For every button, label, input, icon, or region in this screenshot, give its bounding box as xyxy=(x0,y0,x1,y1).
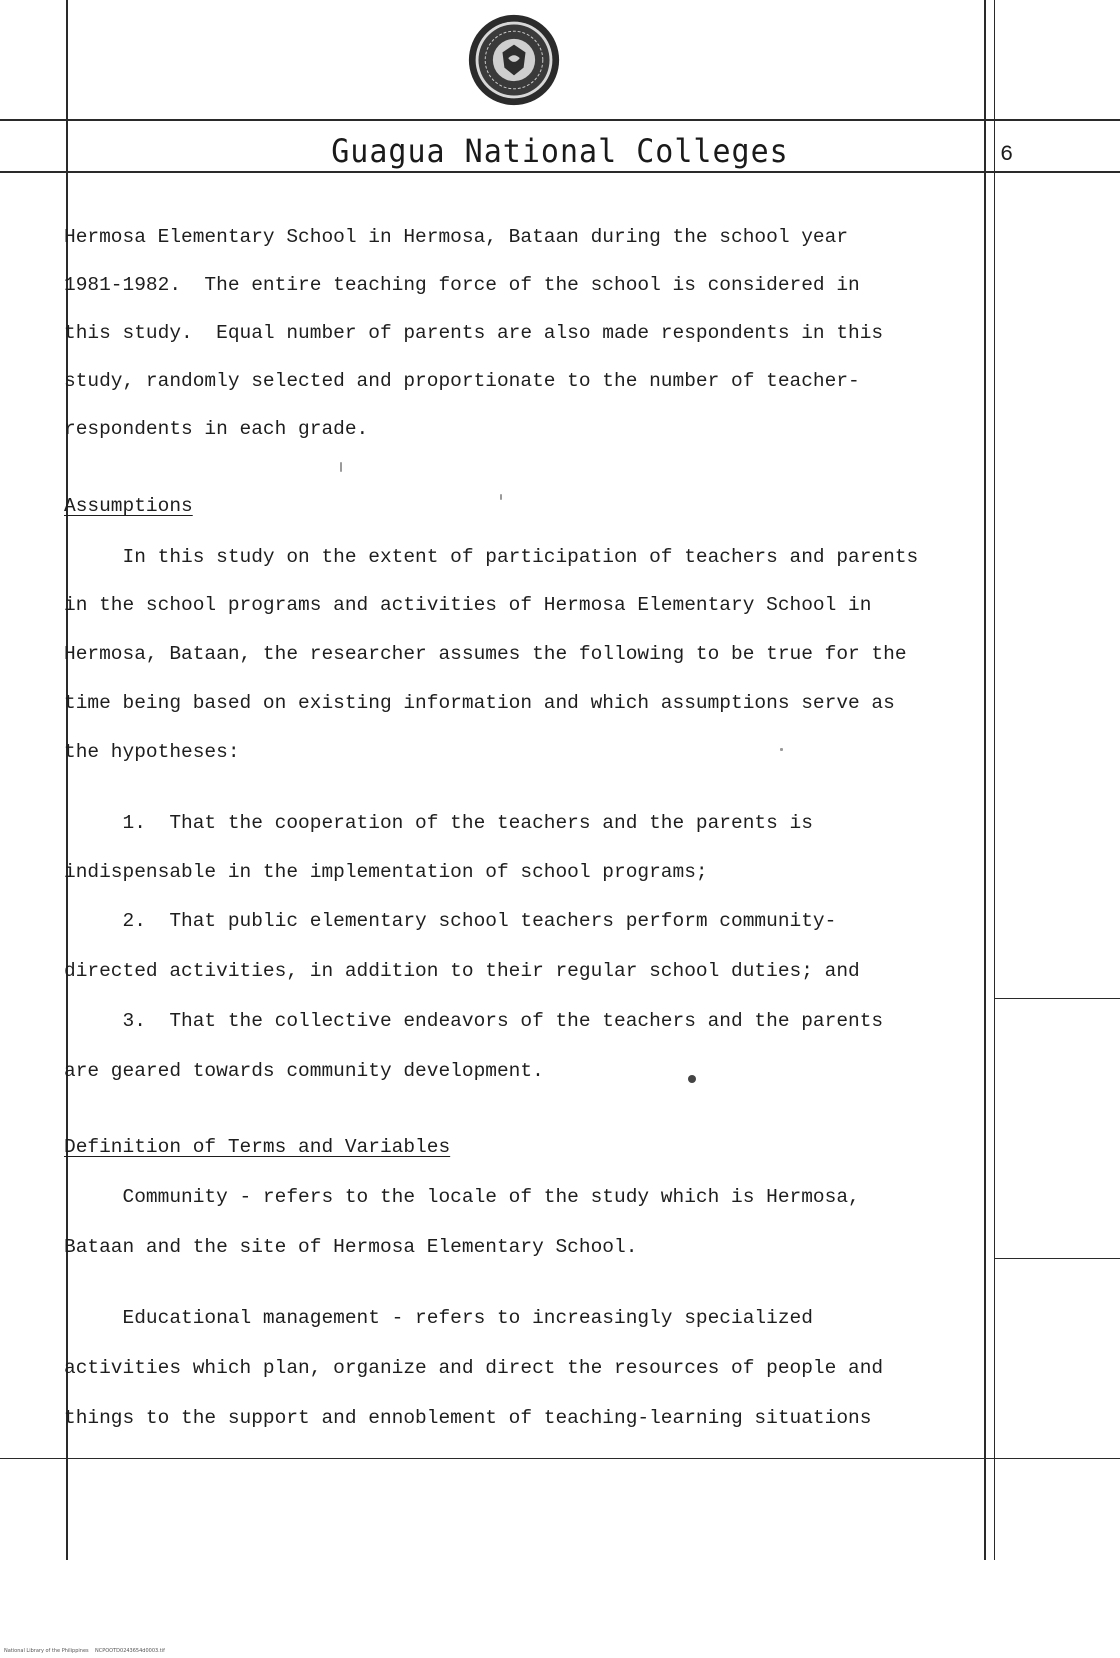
text-line: the hypotheses: xyxy=(64,741,240,763)
text-line: 1981-1982. The entire teaching force of the school is considered in xyxy=(64,274,860,296)
list-item: 3. That the collective endeavors of the teachers and the parents xyxy=(64,1010,884,1032)
text-line: Hermosa, Bataan, the researcher assumes the following to be true for the xyxy=(64,643,907,665)
text-line: time being based on existing information and which assumptions serve as xyxy=(64,692,895,714)
header-bottom-rule xyxy=(0,171,1120,173)
list-item: indispensable in the implementation of school programs; xyxy=(64,861,708,883)
text-line: in the school programs and activities of Hermosa Elementary School in xyxy=(64,594,872,616)
college-seal-icon xyxy=(466,12,562,108)
list-item: directed activities, in addition to their regular school duties; and xyxy=(64,960,860,982)
text-line: things to the support and ennoblement of teaching-learning situations xyxy=(64,1407,872,1429)
margin-tick-rule xyxy=(994,998,1120,999)
scan-footer: National Library of the Philippines NCPOOTD0243654d0003.tif xyxy=(4,1648,165,1654)
text-line: In this study on the extent of participation of teachers and parents xyxy=(64,546,919,568)
assumptions-heading: Assumptions xyxy=(64,495,193,517)
right-margin-rule xyxy=(984,0,986,1560)
text-line: Hermosa Elementary School in Hermosa, Bataan during the school year xyxy=(64,226,849,248)
scan-speck xyxy=(500,494,502,500)
text-line: study, randomly selected and proportionate to the number of teacher- xyxy=(64,370,860,392)
scan-speck xyxy=(688,1075,696,1083)
text-line: Community - refers to the locale of the study which is Hermosa, xyxy=(64,1186,860,1208)
list-item: 1. That the cooperation of the teachers and the parents is xyxy=(64,812,813,834)
college-name-heading: Guagua National Colleges xyxy=(331,132,789,171)
far-right-rule xyxy=(994,0,995,1560)
definitions-heading: Definition of Terms and Variables xyxy=(64,1136,451,1158)
margin-tick-rule xyxy=(994,1258,1120,1259)
text-line: Educational management - refers to increasingly specialized xyxy=(64,1307,813,1329)
list-item: are geared towards community development. xyxy=(64,1060,544,1082)
header-top-rule xyxy=(0,119,1120,121)
scan-speck xyxy=(340,462,342,472)
list-item: 2. That public elementary school teachers perform community- xyxy=(64,910,837,932)
page-bottom-rule xyxy=(0,1458,1120,1459)
text-line: respondents in each grade. xyxy=(64,418,369,440)
page-number: 6 xyxy=(1000,142,1014,167)
text-line: this study. Equal number of parents are also made respondents in this xyxy=(64,322,884,344)
scan-speck xyxy=(780,748,783,751)
text-line: Bataan and the site of Hermosa Elementary School. xyxy=(64,1236,638,1258)
text-line: activities which plan, organize and direct the resources of people and xyxy=(64,1357,884,1379)
